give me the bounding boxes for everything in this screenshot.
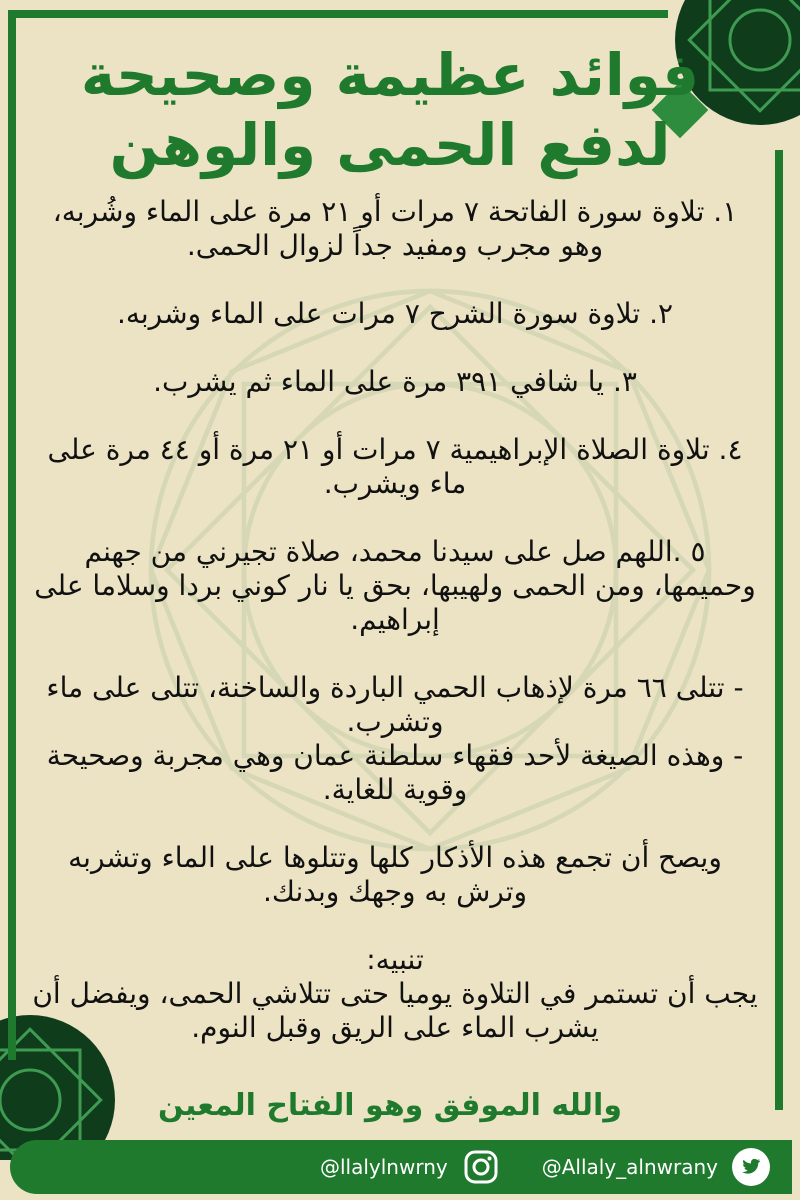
frame-top-border <box>8 10 668 18</box>
twitter-handle: @Allaly_alnwrany <box>541 1155 718 1179</box>
list-item: ١. تلاوة سورة الفاتحة ٧ مرات أو ٢١ مرة على الماء وشُربه، وهو مجرب ومفيد جداً لزوال الحمى. <box>52 195 738 262</box>
list-item: ٢. تلاوة سورة الشرح ٧ مرات على الماء وشربه. <box>116 297 674 330</box>
frame-right-border <box>775 150 783 1110</box>
combine-text: ويصح أن تجمع هذه الأذكار كلها وتتلوها على الماء وتشربه وترش به وجهك وبدنك. <box>68 841 722 908</box>
twitter-icon <box>730 1146 772 1188</box>
note-text: - تتلى ٦٦ مرة لإذهاب الحمي الباردة والساخنة، تتلى على ماء وتشرب. <box>46 671 744 738</box>
note-text: - وهذه الصيغة لأحد فقهاء سلطنة عمان وهي مجربة وصحيحة وقوية للغاية. <box>46 739 744 806</box>
page-title <box>40 40 740 180</box>
warning-text: يجب أن تستمر في التلاوة يوميا حتى تتلاشي الحمى، ويفضل أن يشرب الماء على الريق وقبل النوم. <box>32 977 758 1044</box>
closing-line: والله الموفق وهو الفتاح المعين <box>158 1088 622 1123</box>
social-footer <box>10 1140 792 1194</box>
frame-left-border <box>8 10 16 1060</box>
warning-label: تنبيه: <box>366 943 424 976</box>
instagram-link[interactable] <box>320 1146 502 1188</box>
list-item: ٥ .اللهم صل على سيدنا محمد، صلاة تجيرني من جهنم وحميمها، ومن الحمى ولهيبها، بحق يا نار كوني بردا وسلاما على إبراهيم. <box>34 535 756 636</box>
list-item: ٣. يا شافي ٣٩١ مرة على الماء ثم يشرب. <box>153 365 637 398</box>
instagram-icon <box>460 1146 502 1188</box>
list-item: ٤. تلاوة الصلاة الإبراهيمية ٧ مرات أو ٢١ مرة أو ٤٤ مرة على ماء ويشرب. <box>47 433 743 500</box>
title-line-2: لدفع الحمى والوهن <box>109 111 671 179</box>
main-content <box>30 195 760 1079</box>
instagram-handle: @llalylnwrny <box>319 1155 448 1179</box>
title-line-1: فوائد عظيمة وصحيحة <box>80 41 700 109</box>
twitter-link[interactable] <box>542 1146 772 1188</box>
